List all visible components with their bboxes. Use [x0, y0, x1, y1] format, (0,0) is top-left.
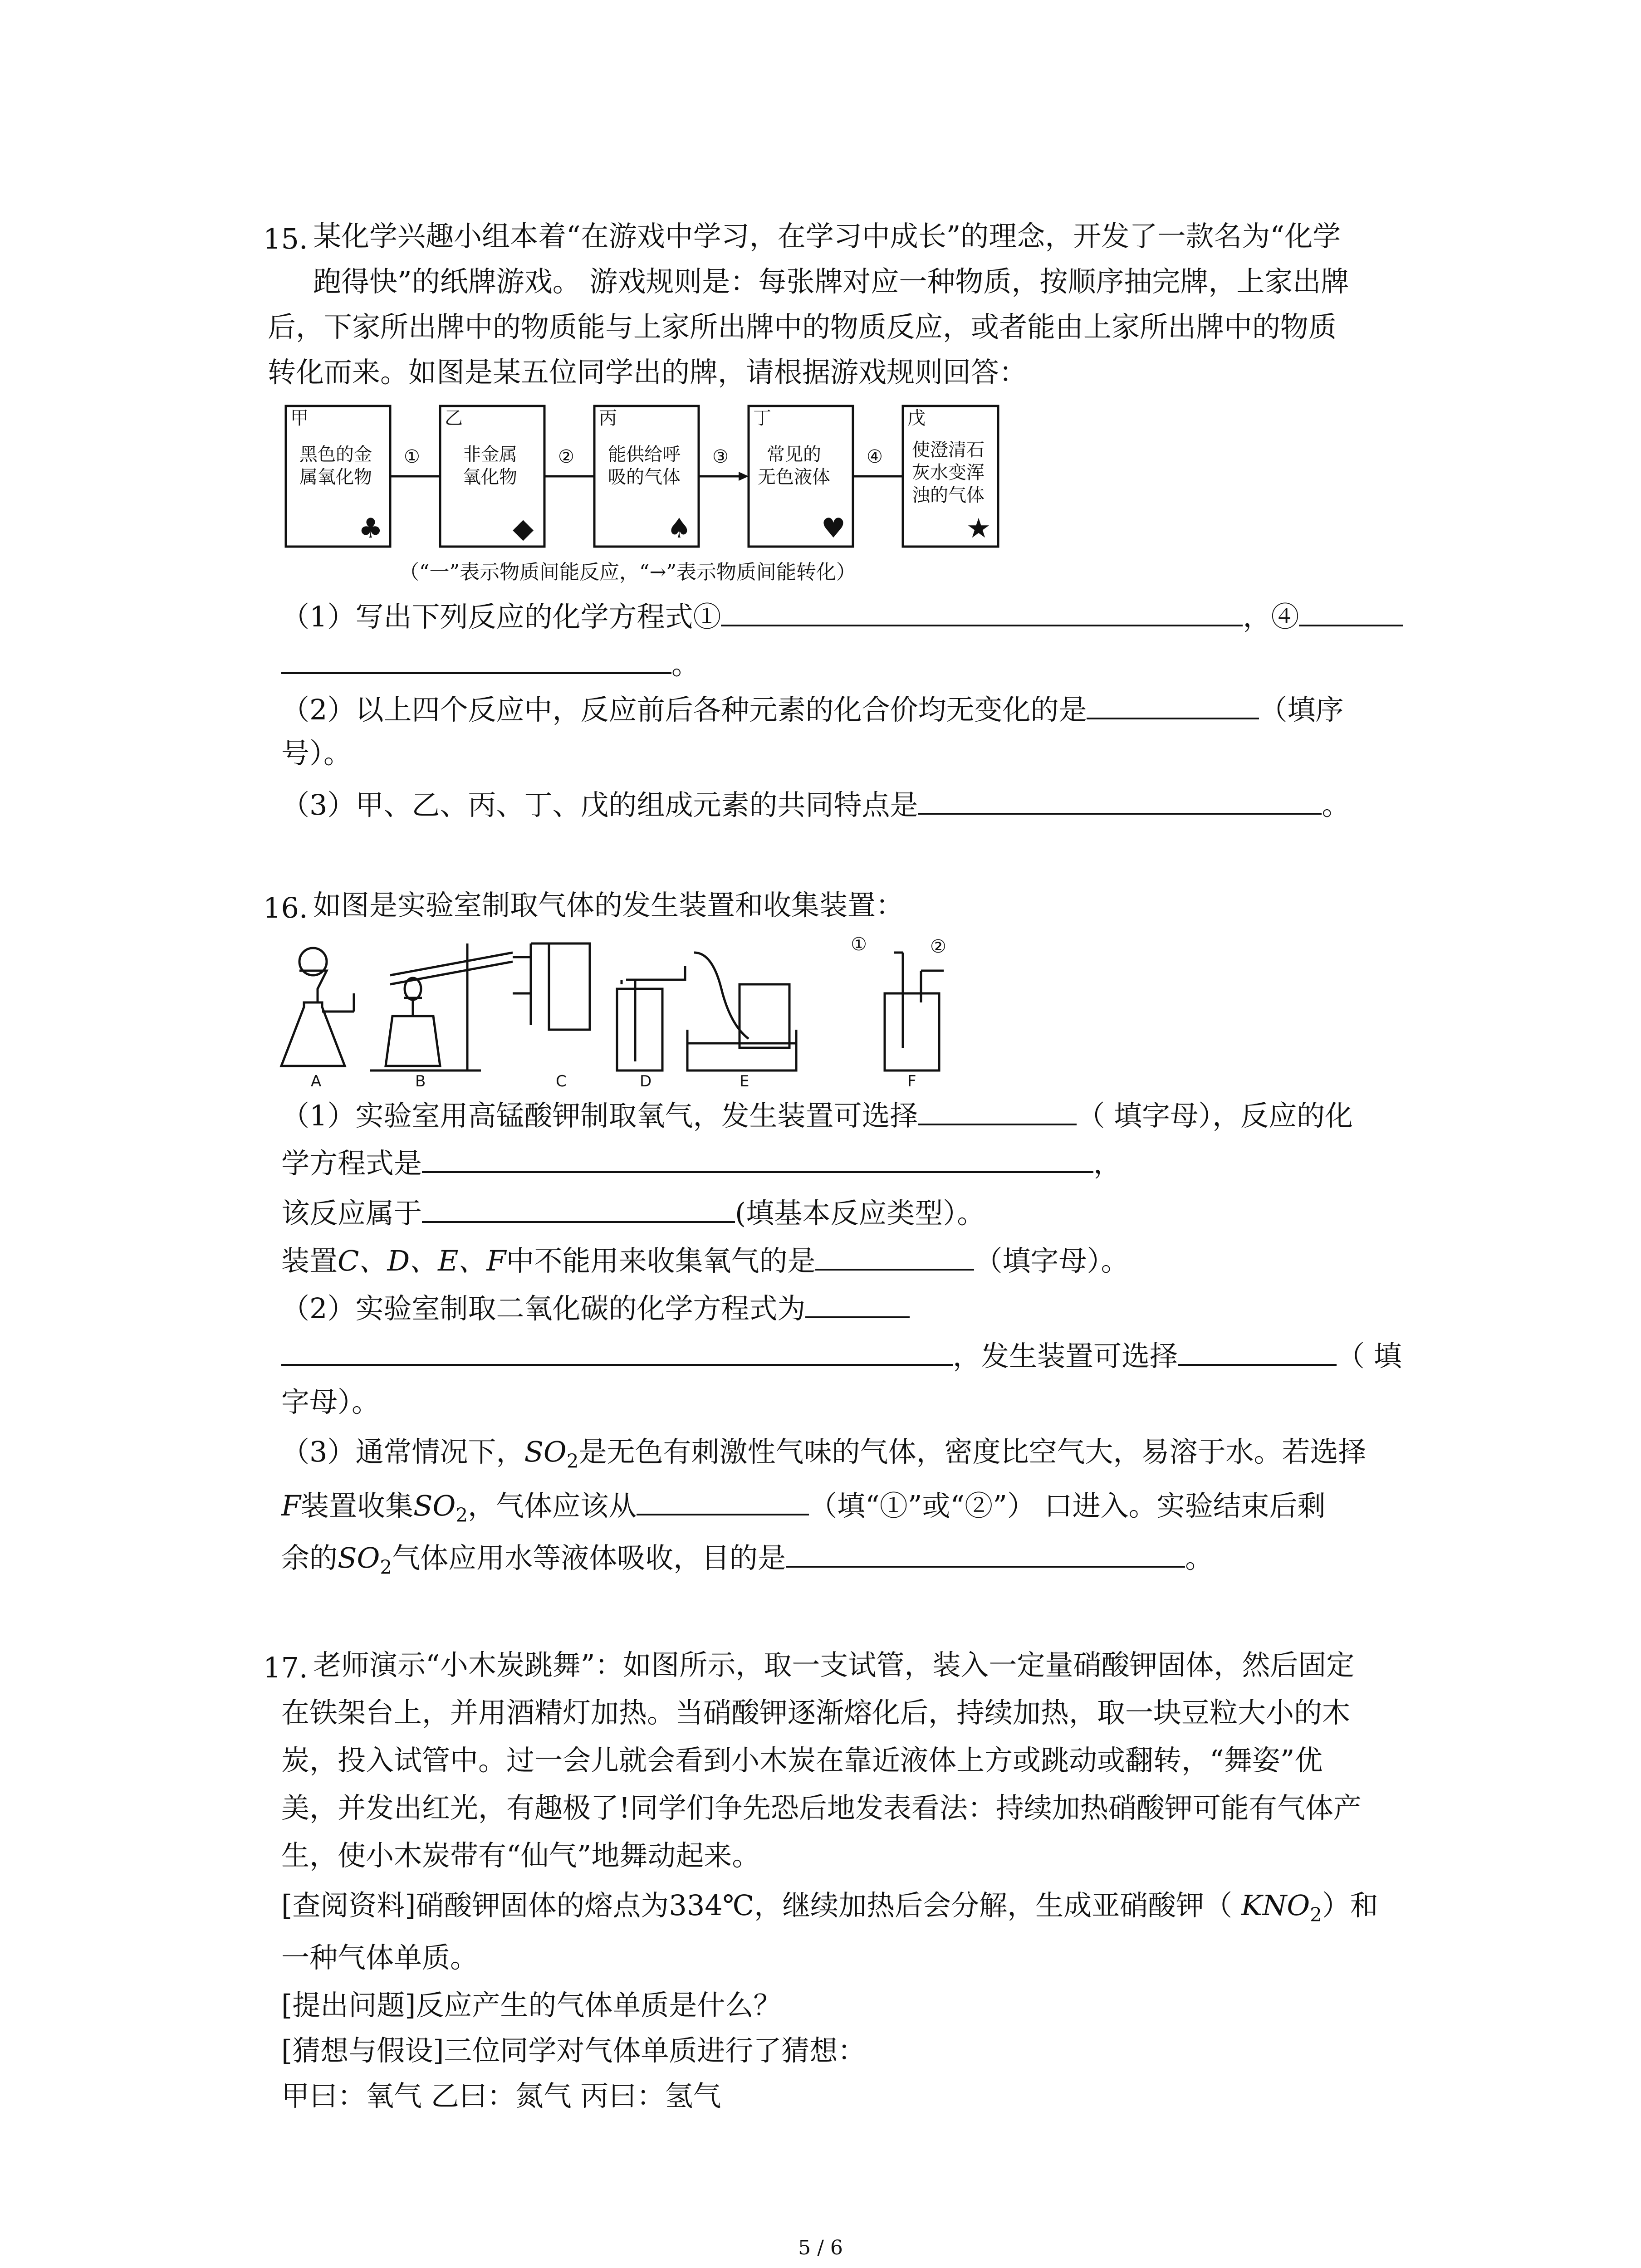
card-diagram-caption: （“一”表示物质间能反应，“→”表示物质间能转化） — [399, 561, 856, 584]
q16-part-2: （2）实验室制取二氧化碳的化学方程式为 — [281, 1293, 910, 1323]
port-label-1: ① — [851, 934, 867, 955]
question-17-number: 17. — [263, 1651, 308, 1684]
q16-part-3-end: 余的$SO_2$气体应用水等液体吸收，目的是 。 — [281, 1541, 1214, 1579]
card-chain-diagram — [281, 401, 1007, 551]
q16-part-2-cont: ，发生装置可选择 （ 填 — [281, 1340, 1402, 1370]
card-ding-text-2: 无色液体 — [758, 467, 830, 488]
card-ding-text-1: 常见的 — [767, 444, 821, 465]
q15-part-3: （3）甲、乙、丙、丁、戊的组成元素的共同特点是 。 — [281, 788, 1350, 821]
card-bing-text-1: 能供给呼 — [608, 444, 681, 465]
q15-line-3: 后，下家所出牌中的物质能与上家所出牌中的物质反应，或者能由上家所出牌中的物质 — [268, 310, 1337, 343]
link-label-3: ③ — [712, 446, 729, 467]
apparatus-label-e: E — [740, 1072, 749, 1089]
q16-part-1: （1）实验室用高锰酸钾制取氧气，发生装置可选择 （ 填字母），反应的化 — [281, 1099, 1353, 1132]
q15-part-2-cont: 号）。 — [281, 737, 352, 770]
q17-line-5: 生，使小木炭带有“仙气”地舞动起来。 — [281, 1839, 760, 1872]
lab-apparatus-diagram — [277, 934, 985, 1089]
club-suit-icon: ♣ — [358, 513, 383, 544]
q16-part-3-cont: F装置收集$SO_2$，气体应该从 （填“①”或“②”） 口进入。实验结束后剩 — [281, 1489, 1326, 1526]
card-bing-text-2: 吸的气体 — [608, 467, 681, 488]
answer-blank-15-1-eq1[interactable] — [721, 601, 1243, 626]
answer-blank-16-1-equation[interactable] — [422, 1148, 1093, 1173]
q15-line-1: 某化学兴趣小组本着“在游戏中学习，在学习中成长”的理念，开发了一款名为“化学 — [313, 220, 1341, 253]
question-15-number: 15. — [263, 222, 308, 255]
card-jia-name: 甲 — [290, 408, 309, 429]
card-yi-text-1: 非金属 — [463, 444, 517, 465]
answer-blank-16-1-collect[interactable] — [815, 1245, 974, 1271]
apparatus-label-f: F — [907, 1072, 916, 1089]
q17-line-4: 美，并发出红光，有趣极了!同学们争先恐后地发表看法：持续加热硝酸钾可能有气体产 — [281, 1791, 1362, 1824]
card-yi-text-2: 氧化物 — [463, 467, 517, 488]
card-bing-name: 丙 — [599, 408, 617, 429]
question-16-number: 16. — [263, 891, 308, 924]
apparatus-label-d: D — [640, 1072, 652, 1089]
card-wu-text-3: 浊的气体 — [912, 485, 985, 506]
card-jia-text-2: 属氧化物 — [299, 467, 372, 488]
q17-line-2: 在铁架台上，并用酒精灯加热。当硝酸钾逐渐熔化后，持续加热，取一块豆粒大小的木 — [281, 1696, 1351, 1729]
port-label-2: ② — [930, 936, 946, 957]
card-yi-name: 乙 — [445, 408, 463, 429]
answer-blank-16-2-eq-end[interactable] — [281, 1340, 953, 1366]
q16-intro: 如图是实验室制取气体的发生装置和收集装置： — [313, 889, 904, 922]
link-label-2: ② — [558, 446, 574, 467]
answer-blank-15-2[interactable] — [1087, 694, 1259, 719]
q16-part-1-type: 该反应属于 (填基本反应类型）。 — [281, 1197, 985, 1230]
answer-blank-15-3[interactable] — [918, 789, 1322, 815]
spade-suit-icon: ♠ — [667, 513, 691, 544]
link-label-1: ① — [404, 446, 420, 467]
heart-suit-icon: ♥ — [821, 513, 846, 544]
answer-blank-16-3-purpose[interactable] — [786, 1542, 1185, 1568]
answer-blank-16-3-port[interactable] — [637, 1490, 809, 1515]
card-ding-name: 丁 — [753, 408, 771, 429]
q17-reference-cont: 一种气体单质。 — [281, 1941, 479, 1974]
q15-line-4: 转化而来。如图是某五位同学出的牌，请根据游戏规则回答： — [268, 356, 1028, 389]
answer-blank-16-2-device[interactable] — [1178, 1340, 1337, 1366]
q16-part-1-collect: 装置C、D、E、F中不能用来收集氧气的是 （填字母）。 — [281, 1244, 1129, 1277]
q17-line-3: 炭，投入试管中。过一会儿就会看到小木炭在靠近液体上方或跳动或翻转，“舞姿”优 — [281, 1744, 1323, 1777]
q17-guesses: 甲曰：氧气 乙曰：氮气 丙曰：氢气 — [281, 2079, 721, 2112]
apparatus-label-b: B — [415, 1072, 426, 1089]
q15-part-2: （2）以上四个反应中，反应前后各种元素的化合价均无变化的是 （填序 — [281, 693, 1344, 726]
answer-blank-16-1-device[interactable] — [918, 1100, 1077, 1125]
answer-blank-16-1-type[interactable] — [422, 1198, 735, 1223]
card-wu-text-2: 灰水变浑 — [912, 462, 985, 483]
q15-line-2: 跑得快”的纸牌游戏。 游戏规则是：每张牌对应一种物质，按顺序抽完牌，上家出牌 — [313, 265, 1349, 298]
q16-part-2-end: 字母）。 — [281, 1385, 380, 1418]
q17-question: [提出问题]反应产生的气体单质是什么？ — [281, 1989, 782, 2022]
diamond-suit-icon: ◆ — [513, 513, 534, 544]
q17-line-1: 老师演示“小木炭跳舞”：如图所示，取一支试管，装入一定量硝酸钾固体，然后固定 — [313, 1648, 1355, 1681]
q15-part-1-cont: 。 — [281, 649, 700, 679]
apparatus-label-c: C — [556, 1072, 567, 1089]
card-wu-name: 戊 — [907, 408, 926, 429]
answer-blank-15-1-eq4-start[interactable] — [1299, 601, 1403, 626]
q15-part-1: （1）写出下列反应的化学方程式① ，④ — [281, 601, 1403, 631]
q16-part-3: （3）通常情况下，$SO_2$是无色有刺激性气味的气体，密度比空气大，易溶于水。若选择 — [281, 1435, 1367, 1472]
link-label-4: ④ — [867, 446, 883, 467]
answer-blank-15-1-eq4-end[interactable] — [281, 649, 671, 674]
q17-hypothesis: [猜想与假设]三位同学对气体单质进行了猜想： — [281, 2034, 866, 2067]
card-wu-text-1: 使澄清石 — [912, 440, 985, 460]
page-number: 5 / 6 — [798, 2236, 843, 2259]
apparatus-label-a: A — [311, 1072, 322, 1089]
q16-part-1-eq: 学方程式是 ， — [281, 1147, 1122, 1180]
answer-blank-16-2-eq-start[interactable] — [805, 1293, 910, 1318]
card-jia-text-1: 黑色的金 — [299, 444, 372, 465]
q17-reference: [查阅资料]硝酸钾固体的熔点为334℃，继续加热后会分解，生成亚硝酸钾（ $KNO_2$）和 — [281, 1889, 1378, 1926]
star-suit-icon: ★ — [966, 513, 991, 544]
